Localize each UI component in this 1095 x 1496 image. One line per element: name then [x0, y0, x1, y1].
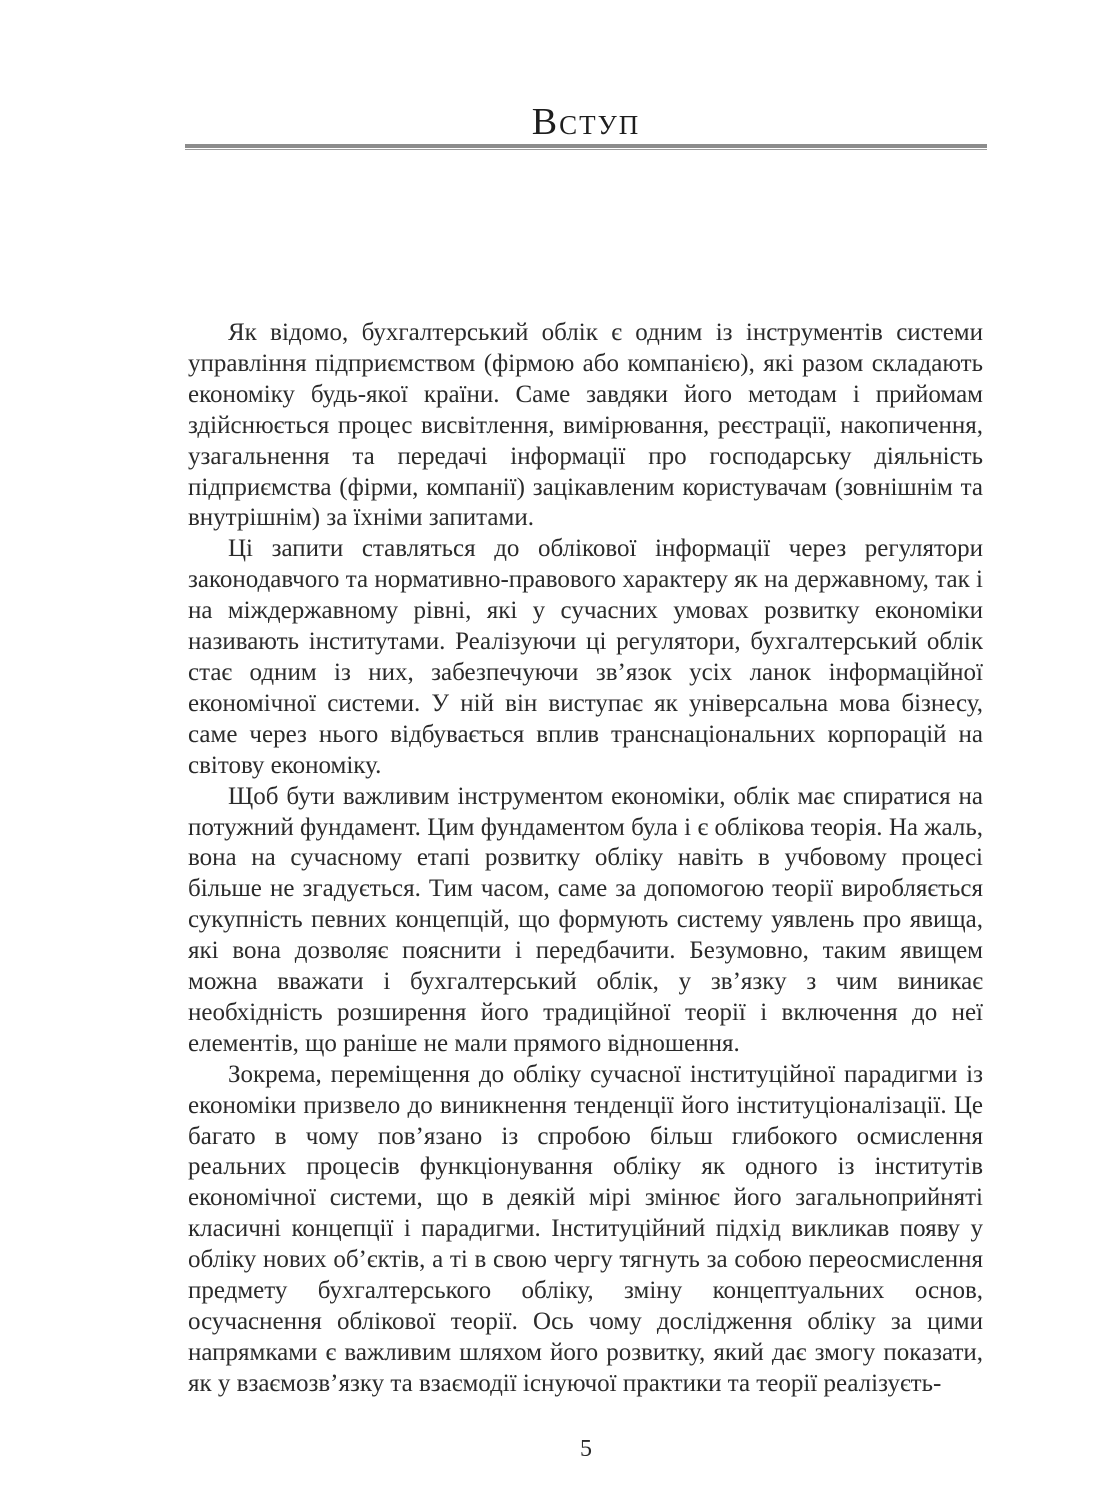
- paragraph: Зокрема, переміщення до обліку сучасної інституційної парадигми із економіки призвело до виникнення тенденції його інституціоналізації. Це багато в чому пов’язано із спробою більш глибокого осмислення реальних процесів функціонування обліку як одного із інститутів економічної системи, що в деякій мірі змінює його загальноприйняті класичні концепції і парадигми. Інституційний підхід викликав появу у обліку нових об’єктів, а ті в свою чергу тягнуть за собою переосмислення предмету бухгалтерського обліку, зміну концептуальних основ, осучаснення облікової теорії. Ось чому дослідження обліку за цими напрямками є важливим шляхом його розвитку, який дає змогу показати, як у взаємозв’язку та взаємодії існуючої практики та теорії реалізуєть-: [188, 1060, 983, 1397]
- body-text: [188, 318, 983, 1400]
- paragraph: Ці запити ставляться до облікової інформації через регулятори законодавчого та нормативно-правового характеру як на державному, так і на міждержавному рівні, які у сучасних умовах розвитку економіки називають інститутами. Реалізуючи ці регулятори, бухгалтерський облік стає одним із них, забезпечуючи зв’язок усіх ланок інформаційної економічної системи. У ній він виступає як універсальна мова бізнесу, саме через нього відбувається вплив транснаціональних корпорацій на світову економіку.: [188, 535, 983, 779]
- title-divider: [185, 144, 987, 151]
- paragraph: Щоб бути важливим інструментом економіки, облік має спиратися на потужний фундамент. Цим фундаментом була і є облікова теорія. На жаль, вона на сучасному етапі розвитку обліку навіть в учбовому процесі більше не згадується. Тим часом, саме за допомогою теорії виробляється сукупність певних концепцій, що формують систему уявлень про явища, які вона дозволяє пояснити і передбачити. Безумовно, таким явищем можна вважати і бухгалтерський облік, у зв’язку з чим виникає необхідність розширення його традиційної теорії і включення до неї елементів, що раніше не мали прямого відношення.: [188, 782, 983, 1057]
- title-divider-thin-line: [185, 149, 987, 150]
- page-number: 5: [580, 1436, 592, 1462]
- title-divider-thick-line: [185, 144, 987, 148]
- paragraph: Як відомо, бухгалтерський облік є одним із інструментів системи управління підприємством (фірмою або компанією), які разом складають економіку будь-якої країни. Саме завдяки його методам і прийомам здійснюється процес висвітлення, вимірювання, реєстрації, накопичення, узагальнення та передачі інформації про господарську діяльність підприємства (фірми, компанії) зацікавленим користувачам (зовнішнім та внутрішнім) за їхніми запитами.: [188, 319, 983, 532]
- chapter-title: Вступ: [531, 101, 641, 143]
